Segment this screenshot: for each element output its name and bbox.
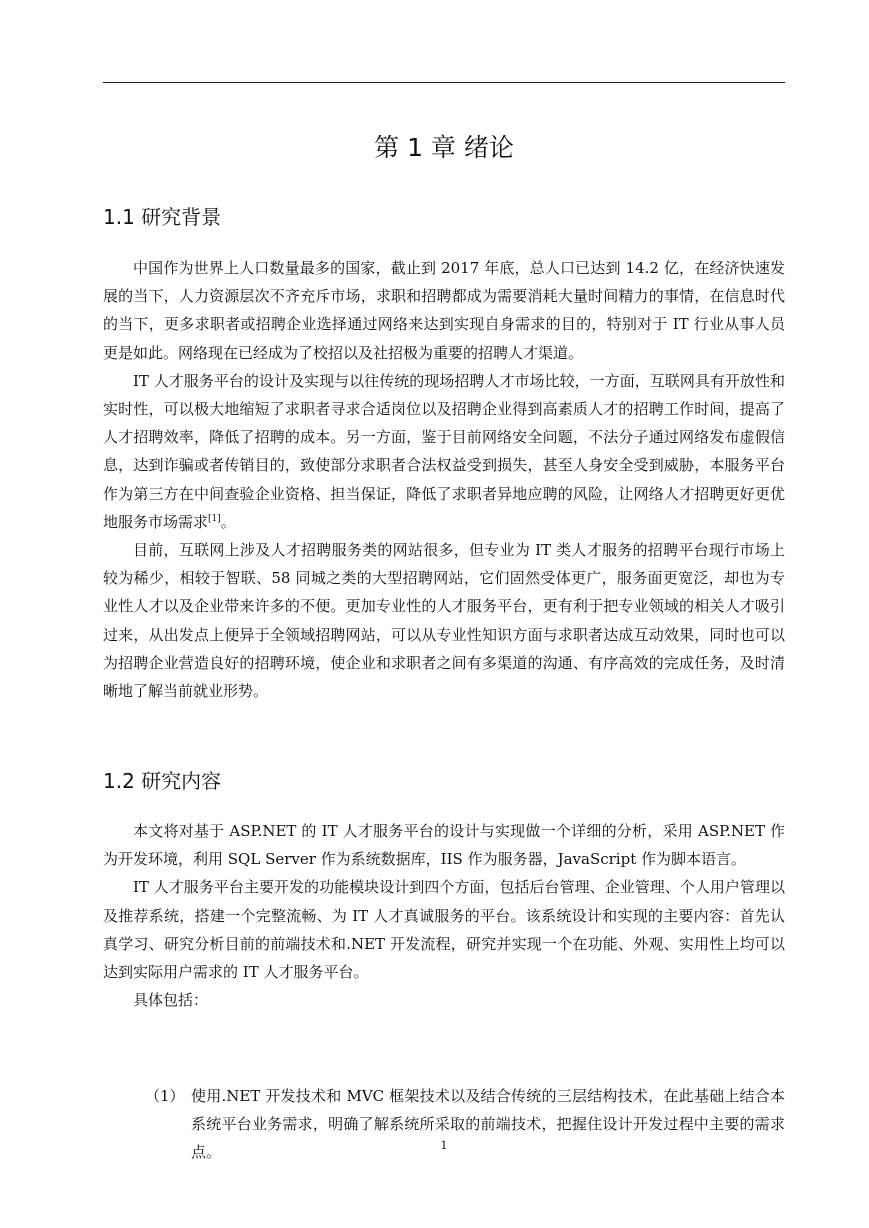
chapter-title: 第 1 章 绪论 <box>374 133 514 162</box>
paragraph: 具体包括： <box>133 991 209 1010</box>
section-body-content <box>103 817 785 1014</box>
citation-ref: [1] <box>208 513 221 524</box>
paragraph: 中国作为世界上人口数量最多的国家，截止到 2017 年底，总人口已达到 14.2 亿，在经济快速发展的当下，人力资源层次不齐充斥市场，求职和招聘都成为需要消耗大量时间精力的事情，在信息时代的当下，更多求职者或招聘企业选择通过网络来达到实现自身需求的目的，特别对于 IT 行业从事人员更是如此。网络现在已经成为了校招以及社招极为重要的招聘人才渠道。 <box>103 259 785 362</box>
paragraph <box>103 367 785 536</box>
section-heading-content: 1.2 研究内容 <box>103 769 222 793</box>
paragraph-end-punct: 。 <box>220 512 236 531</box>
page-number: 1 <box>440 1139 448 1152</box>
section-body-background <box>103 254 785 705</box>
paragraph: IT 人才服务平台主要开发的功能模块设计到四个方面，包括后台管理、企业管理、个人用户管理以及推荐系统，搭建一个完整流畅、为 IT 人才真诚服务的平台。该系统设计和实现的主要内容：首先认真学习、研究分析目前的前端技术和.NET 开发流程，研究并实现一个在功能、外观、实用性上均可以达到实际用户需求的 IT 人才服务平台。 <box>103 878 785 982</box>
paragraph: 目前，互联网上涉及人才招聘服务类的网站很多，但专业为 IT 类人才服务的招聘平台现行市场上较为稀少，相较于智联、58 同城之类的大型招聘网站，它们固然受体更广，服务面更宽泛，却也为专业性人才以及企业带来许多的不便。更加专业性的人才服务平台，更有利于把专业领域的相关人才吸引过来，从出发点上便异于全领域招聘网站，可以从专业性知识方面与求职者达成互动效果，同时也可以为招聘企业营造良好的招聘环境，使企业和求职者之间有多渠道的沟通、有序高效的完成任务，及时清晰地了解当前就业形势。 <box>103 541 785 701</box>
list-item-number: （1） <box>145 1087 185 1105</box>
header-rule <box>103 82 785 83</box>
paragraph-text: IT 人才服务平台的设计及实现与以往传统的现场招聘人才市场比较，一方面，互联网具有开放性和实时性，可以极大地缩短了求职者寻求合适岗位以及招聘企业得到高素质人才的招聘工作时间，提高了人才招聘效率，降低了招聘的成本。另一方面，鉴于目前网络安全问题，不法分子通过网络发布虚假信息，达到诈骗或者传销目的，致使部分求职者合法权益受到损失，甚至人身安全受到威胁，本服务平台作为第三方在中间查验企业资格、担当保证，降低了求职者异地应聘的风险，让网络人才招聘更好更优地服务市场需求 <box>103 371 785 531</box>
section-heading-background: 1.1 研究背景 <box>103 205 222 229</box>
paragraph: 本文将对基于 ASP.NET 的 IT 人才服务平台的设计与实现做一个详细的分析，采用 ASP.NET 作为开发环境，利用 SQL Server 作为系统数据库，IIS 作为服务器，JavaScript 作为脚本语言。 <box>103 822 785 869</box>
list-item-text: 使用.NET 开发技术和 MVC 框架技术以及结合传统的三层结构技术，在此基础上结合本系统平台业务需求，明确了解系统所采取的前端技术，把握住设计开发过程中主要的需求点。 <box>191 1087 785 1162</box>
